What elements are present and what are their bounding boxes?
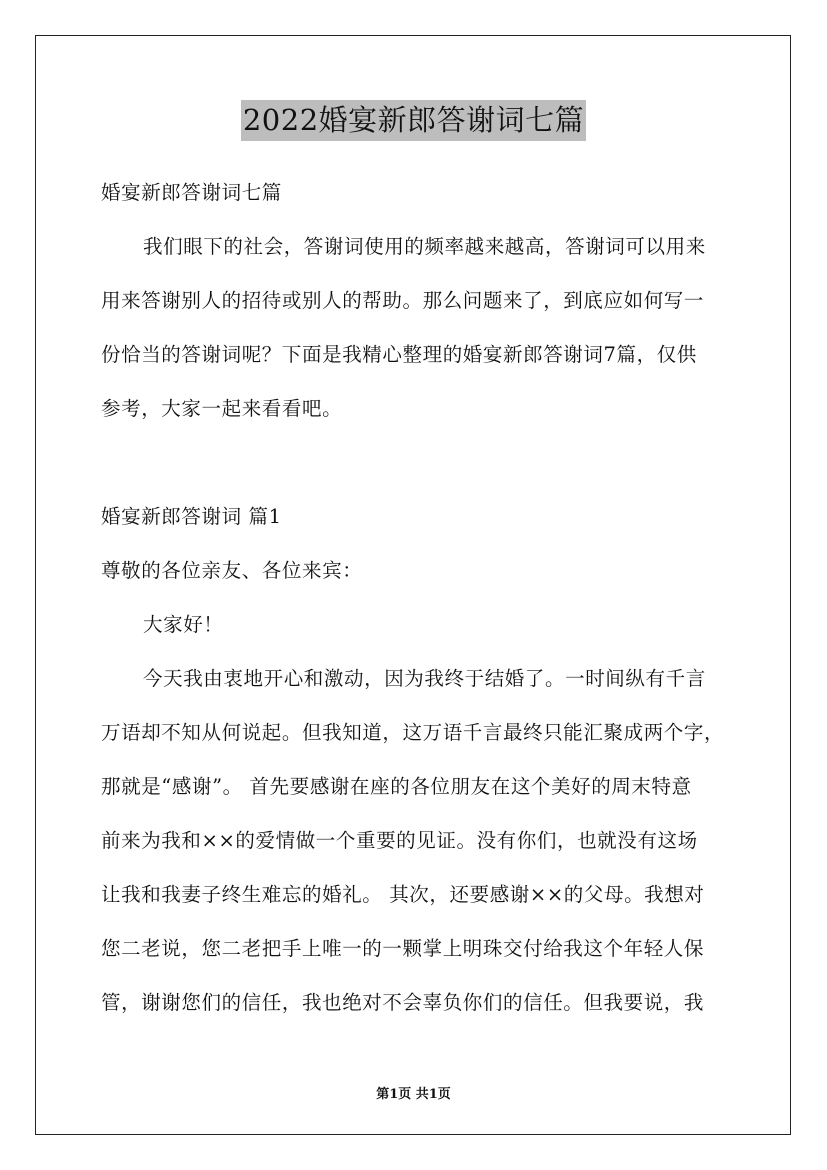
body-line: 管，谢谢您们的信任，我也绝对不会辜负你们的信任。但我要说，我 [101, 991, 705, 1014]
page-footer: 第1页 共1页 [376, 1087, 451, 1102]
section-heading: 婚宴新郎答谢词 篇1 [101, 505, 282, 528]
intro-line: 我们眼下的社会，答谢词使用的频率越来越高，答谢词可以用来 [143, 235, 706, 258]
intro-line: 份恰当的答谢词呢？下面是我精心整理的婚宴新郎答谢词7篇，仅供 [101, 343, 697, 366]
body-line: 您二老说，您二老把手上唯一的一颗掌上明珠交付给我这个年轻人保 [101, 937, 705, 960]
body-line: 那就是“感谢”。 首先要感谢在座的各位朋友在这个美好的周末特意 [101, 775, 692, 798]
salutation: 尊敬的各位亲友、各位来宾： [101, 559, 363, 582]
intro-line: 参考，大家一起来看看吧。 [101, 397, 343, 420]
body-line: 前来为我和××的爱情做一个重要的见证。没有你们，也就没有这场 [101, 829, 698, 852]
body-line: 今天我由衷地开心和激动，因为我终于结婚了。一时间纵有千言 [143, 667, 706, 690]
greeting: 大家好！ [143, 613, 224, 636]
intro-line: 用来答谢别人的招待或别人的帮助。那么问题来了，到底应如何写一 [101, 289, 705, 312]
title-container [0, 100, 827, 141]
body-line: 万语却不知从何说起。但我知道，这万语千言最终只能汇聚成两个字， [101, 721, 725, 744]
subtitle: 婚宴新郎答谢词七篇 [101, 181, 282, 204]
document-title: 2022婚宴新郎答谢词七篇 [241, 100, 586, 141]
body-line: 让我和我妻子终生难忘的婚礼。 其次，还要感谢××的父母。我想对 [101, 883, 705, 906]
